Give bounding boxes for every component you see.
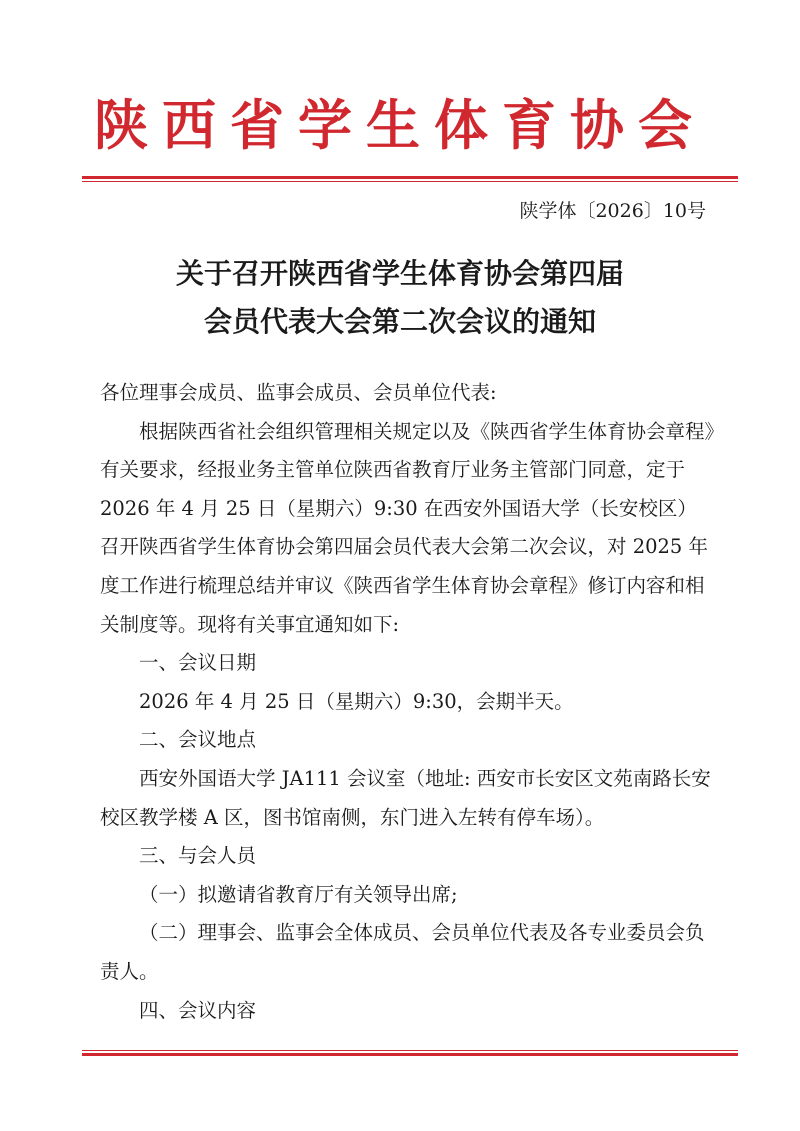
letterhead-rule-thick (82, 176, 738, 179)
document-body (100, 374, 716, 1030)
salutation: 各位理事会成员、监事会成员、会员单位代表: (100, 381, 497, 404)
document-number: 陕学体〔2026〕10号 (519, 200, 706, 222)
section-paragraph: 2026 年 4 月 25 日（星期六）9:30，会期半天。 (139, 689, 574, 713)
section-title-attendees: 三、与会人员 (139, 844, 257, 868)
section-title-date: 一、会议日期 (139, 651, 257, 675)
footer-rule-thin (82, 1050, 738, 1051)
section-paragraph: （二）理事会、监事会全体成员、会员单位代表及各专业委员会负责人。 (100, 921, 705, 983)
section-paragraph: （一）拟邀请省教育厅有关领导出席; (139, 882, 458, 906)
footer-rule-thick (82, 1053, 738, 1056)
heading-line-1: 关于召开陕西省学生体育协会第四届 (175, 257, 624, 290)
heading-line-2: 会员代表大会第二次会议的通知 (203, 305, 596, 338)
document-heading (0, 250, 800, 346)
section-title-content: 四、会议内容 (139, 998, 257, 1022)
intro-paragraph: 根据陕西省社会组织管理相关规定以及《陕西省学生体育协会章程》有关要求，经报业务主管单位陕西省教育厅业务主管部门同意，定于 2026 年 4 月 25 日（星期六）9:30 在西安外国语大学（长安校区）召开陕西省学生体育协会第四届会员代表大会第二次会议，对 2025 年度工作进行梳理总结并审议《陕西省学生体育协会章程》修订内容和相关制度等。现将有关事宜通知如下: (100, 419, 715, 636)
section-title-location: 二、会议地点 (139, 728, 257, 752)
section-paragraph: 西安外国语大学 JA111 会议室（地址: 西安市长安区文苑南路长安校区教学楼 A 区，图书馆南侧，东门进入左转有停车场）。 (100, 766, 711, 829)
letterhead-rule-thin (82, 181, 738, 182)
org-letterhead-title: 陕西省学生体育协会 (94, 93, 706, 157)
